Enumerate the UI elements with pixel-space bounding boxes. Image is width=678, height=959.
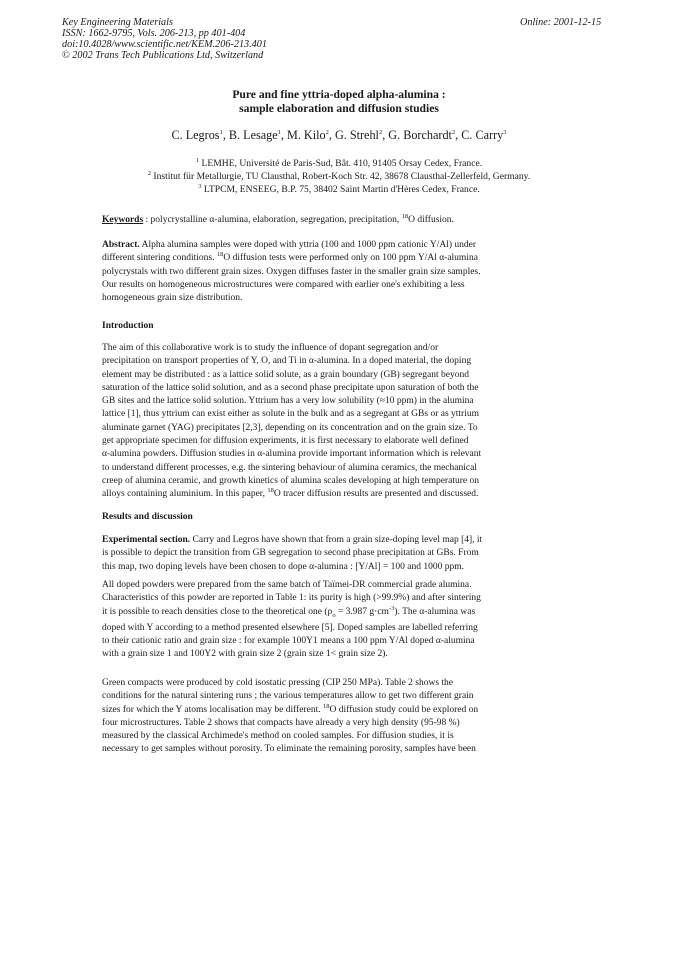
unit-superscript: -3: [388, 604, 395, 612]
abstract: [102, 239, 578, 305]
results-line: necessary to get samples without porosity. To eliminate the remaining porosity, samples have been: [102, 744, 476, 755]
abstract-line: [102, 239, 578, 252]
abstract-text: different sintering conditions.: [102, 253, 217, 264]
results-line: this map, two doping levels have been chosen to dope α-alumina : [Y/Al] = 100 and 1000 ppm.: [102, 561, 465, 572]
results-line: four microstructures. Table 2 shows that compacts have already a very high density (95-98 %): [102, 717, 460, 728]
author-affiliation-mark: 3: [503, 128, 507, 136]
results-line: All doped powders were prepared from the same batch of Taïmei-DR commercial grade alumina.: [102, 580, 472, 590]
results-paragraph-1: [102, 534, 578, 574]
intro-line: creep of alumina ceramic, and growth kinetics of alumina scales developing at high temperature on: [102, 475, 479, 486]
results-line: [102, 704, 578, 717]
online-date: Online: 2001-12-15: [520, 17, 602, 28]
affiliation-text: LTPCM, ENSEEG, B.P. 75, 38402 Saint Martin d'Hères Cedex, France.: [201, 184, 480, 195]
abstract-line: polycrystals with two different grain sizes. Oxygen diffuses faster in the smaller grain size samples.: [102, 266, 481, 277]
intro-line: GB sites and the lattice solid solution. Yttrium has a very low solubility (≈10 ppm) in the alumina: [102, 396, 474, 407]
introduction-paragraph: [102, 342, 578, 502]
journal-doi: doi:10.4028/www.scientific.net/KEM.206-213.401: [62, 39, 267, 50]
results-text: it is possible to reach densities close to the theoretical one (ρ: [102, 606, 333, 617]
intro-line: aluminate garnet (YAG) precipitates [2,3], depending on its concentration and on the grain size. To: [102, 422, 478, 433]
isotope-superscript: 18: [401, 212, 409, 220]
author-name: C. Legros: [171, 128, 220, 142]
intro-line: α-alumina powders. Diffusion studies in α-alumina provide important information which is relevant: [102, 449, 482, 460]
keywords-label: Keywords: [102, 215, 144, 225]
affiliation-2: [60, 170, 618, 183]
results-line: Characteristics of this powder are reported in Table 1: its purity is high (>99.9%) and after sintering: [102, 593, 481, 604]
author-name: , G. Strehl: [328, 128, 379, 142]
intro-text: O tracer diffusion results are presented and discussed.: [273, 489, 479, 500]
density-subscript: o: [332, 611, 336, 619]
affiliation-mark: 1: [195, 156, 200, 164]
author-name: , G. Borchardt: [382, 128, 452, 142]
intro-line: precipitation on transport properties of Y, O, and Ti in α-alumina. In a doped material, the doping: [102, 356, 472, 367]
abstract-line: homogeneous grain size distribution.: [102, 293, 243, 304]
title-line-2: sample elaboration and diffusion studies: [239, 102, 439, 115]
abstract-line: [102, 252, 578, 265]
journal-header: [62, 17, 267, 61]
results-text: sizes for which the Y atoms localisation may be different.: [102, 704, 323, 715]
affiliation-1: [60, 157, 618, 170]
abstract-text: O diffusion tests were performed only on 100 ppm Y/Al α-alumina: [223, 253, 478, 264]
results-line: to their cationic ratio and grain size : for example 100Y1 means a 100 ppm Y/Al doped α-alumina: [102, 636, 475, 647]
author-affiliation-mark: 2: [378, 128, 383, 136]
author-name: , B. Lesage: [222, 128, 278, 142]
affiliation-mark: 2: [147, 169, 151, 177]
keywords: [102, 214, 578, 227]
paper-title: [130, 88, 548, 116]
author-affiliation-mark: 1: [219, 128, 223, 136]
affiliation-3: [60, 183, 618, 196]
intro-line: get appropriate specimen for diffusion experiments, it is first necessary to elaborate well defined: [102, 436, 469, 447]
journal-name: Key Engineering Materials: [62, 17, 173, 28]
experimental-label: Experimental section.: [102, 535, 191, 545]
results-line: [102, 534, 578, 547]
author-affiliation-mark: 2: [325, 128, 329, 136]
results-line: conditions for the natural sintering runs ; the various temperatures allow to get two different grain: [102, 691, 474, 702]
intro-line: The aim of this collaborative work is to study the influence of dopant segregation and/or: [102, 343, 439, 353]
results-text: Carry and Legros have shown that from a grain size-doping level map [4], it: [190, 535, 483, 545]
journal-issn: ISSN: 1662-9795, Vols. 206-213, pp 401-404: [62, 28, 246, 39]
intro-line: lattice [1], thus yttrium can exist either as solute in the bulk and as a segregant at GBs or as yttrium: [102, 409, 480, 420]
results-paragraph-2: [102, 579, 578, 662]
keywords-text-end: O diffusion.: [408, 215, 454, 225]
title-line-1: Pure and fine yttria-doped alpha-alumina :: [232, 88, 446, 101]
intro-text: alloys containing aluminium. In this paper,: [102, 489, 268, 500]
results-paragraph-3: [102, 677, 578, 757]
intro-line: saturation of the lattice solid solution, and as a second phase precipitate upon saturation of both the: [102, 382, 479, 393]
author-name: , M. Kilo: [280, 128, 326, 142]
results-text: ). The α-alumina was: [394, 606, 476, 617]
results-line: with a grain size 1 and 100Y2 with grain size 2 (grain size 1< grain size 2).: [102, 649, 388, 660]
abstract-text: Alpha alumina samples were doped with yttria (100 and 1000 ppm cationic Y/Al) under: [139, 240, 477, 250]
results-text: O diffusion study could be explored on: [329, 704, 479, 715]
results-text: = 3.987 g·cm: [335, 606, 389, 617]
isotope-superscript: 18: [216, 251, 224, 259]
introduction-heading: Introduction: [102, 321, 154, 331]
affiliation-text: LEMHE, Université de Paris-Sud, Bât. 410, 91405 Orsay Cedex, France.: [199, 158, 483, 169]
journal-copyright: © 2002 Trans Tech Publications Ltd, Switzerland: [62, 50, 264, 61]
author-affiliation-mark: 2: [451, 128, 456, 136]
results-line: [102, 606, 578, 622]
intro-line: element may be distributed : as a lattice solid solute, as a grain boundary (GB) segregant beyond: [102, 369, 469, 380]
intro-line: [102, 488, 578, 501]
author-affiliation-mark: 1: [277, 128, 281, 136]
author-list: [60, 128, 618, 143]
affiliation-mark: 3: [198, 182, 202, 190]
results-line: doped with Y according to a method presented elsewhere [5]. Doped samples are labelled referring: [102, 622, 478, 633]
results-line: is possible to depict the transition from GB segregation to second phase precipitation at GBs. From: [102, 548, 479, 559]
results-heading: Results and discussion: [102, 512, 193, 522]
author-name: , C. Carry: [455, 128, 504, 142]
abstract-label: Abstract.: [102, 240, 140, 250]
isotope-superscript: 18: [267, 487, 274, 495]
keywords-text: : polycrystalline α-alumina, elaboration, segregation, precipitation,: [143, 215, 402, 225]
results-line: measured by the classical Archimede's method on cooled samples. For diffusion studies, it is: [102, 731, 454, 742]
abstract-line: Our results on homogeneous microstructures were compared with earlier one's exhibiting a less: [102, 279, 465, 290]
intro-line: to understand different processes, e.g. the sintering behaviour of alumina ceramics, the mechanical: [102, 462, 477, 473]
affiliation-text: Institut für Metallurgie, TU Clausthal, Robert-Koch Str. 42, 38678 Clausthal-Zellerfeld, Germany.: [151, 171, 531, 182]
affiliations: [60, 157, 618, 196]
isotope-superscript: 18: [323, 702, 330, 710]
results-line: Green compacts were produced by cold isostatic pressing (CIP 250 MPa). Table 2 shows the: [102, 678, 454, 688]
